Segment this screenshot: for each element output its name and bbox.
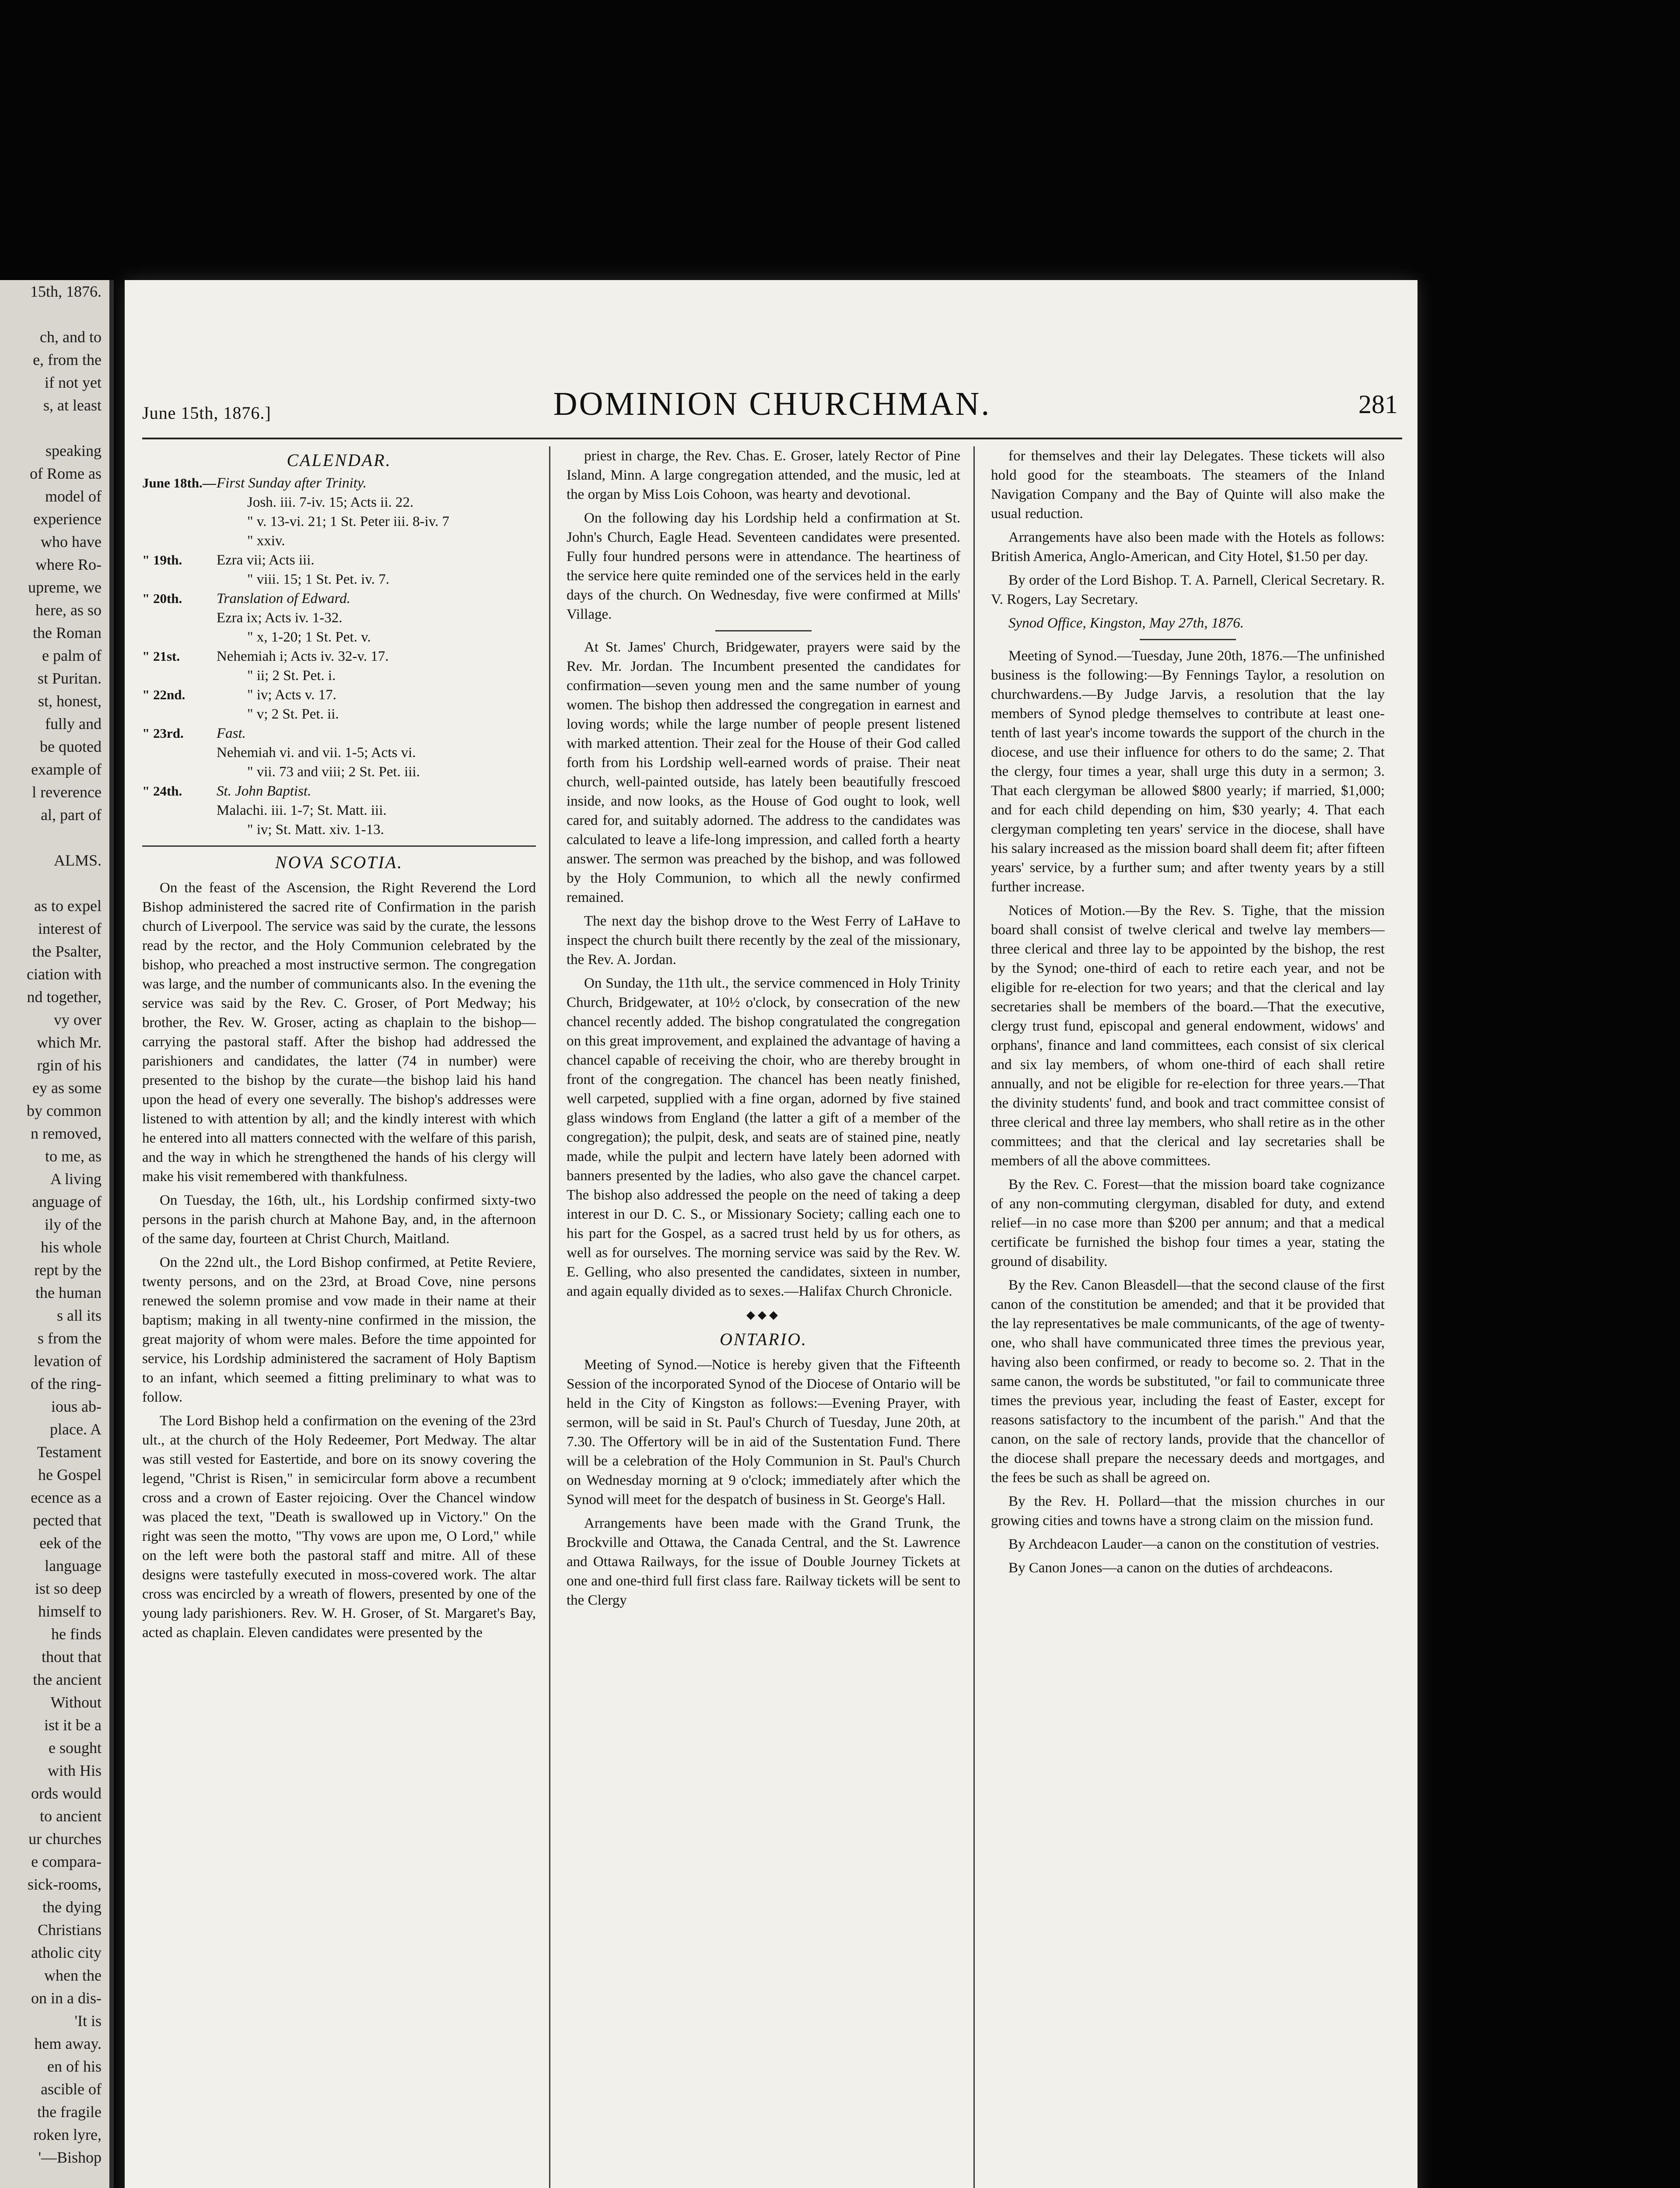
article-paragraph: By the Rev. Canon Bleasdell—that the second clause of the first canon of the constitution be amended; and that it be provided that the lay representatives be male communicants, of the age of twenty-one, who shall have communicated three times the previous year, having also been confirmed, or ready to become so. 2. That in the same canon, the words be substituted, "or fail to communicate three times the previous year, including the feast of Easter, except for reasons satisfactory to the incumbent of the parish." And that the canon, on the sale of rectory lands, provide that the chancellor of the diocese shall prepare the necessary deeds and mortgages, and the fees be such as shall be agreed on. bbox=[991, 1277, 1385, 1486]
left-fragment-line: s, at least bbox=[43, 396, 102, 414]
left-fragment-line: model of bbox=[45, 487, 102, 505]
article-paragraph: On Tuesday, the 16th, ult., his Lordship confirmed sixty-two persons in the parish church at Mahone Bay, and, in the afternoon of the same day, fourteen at Christ Church, Maitland. bbox=[142, 1192, 536, 1247]
synod-business bbox=[991, 646, 1385, 1578]
page-header bbox=[142, 385, 1402, 438]
left-fragment-line: hem away. bbox=[34, 2035, 102, 2052]
calendar-reading: Malachi. iii. 1-7; St. Matt. iii. bbox=[217, 803, 387, 818]
page-title: DOMINION CHURCHMAN. bbox=[553, 386, 991, 422]
left-fragment-line: place. A bbox=[50, 1420, 102, 1438]
left-fragment-line: rept by the bbox=[34, 1261, 102, 1279]
calendar-title: CALENDAR. bbox=[287, 450, 392, 470]
article-paragraph: On the feast of the Ascension, the Right Reverend the Lord Bishop administered the sacred rite of Confirmation in the parish church of Liverpool. The service was said by the curate, the lessons read by the rector, and the Holy Communion celebrated by the bishop, who preached a most instructive sermon. The congregation was large, and the number of communicants also. In the evening the service was said by the Rev. C. Groser, of Port Medway; his brother, the Rev. W. Groser, acting as chaplain to the bishop—carrying the pastoral staff. After the bishop had addressed the parishioners and candidates, the latter (74 in number) were presented to the bishop by the curate—the bishop laid his hand upon the head of every one severally. The bishop's addresses were listened to with attention by all; and the kindly interest with which he entered into all matters connected with the welfare of this parish, and the way in which he strengthened the hands of his clergy will make his visit remembered with thankfulness. bbox=[142, 880, 536, 1185]
article-paragraph: Meeting of Synod.—Tuesday, June 20th, 1876.—The unfinished business is the following:—By Fennings Taylor, a resolution on churchwardens.—By Judge Jarvis, a resolution that the lay members of Synod pledge themselves to contribute at least one-tenth of last year's income towards the support of the church in the diocese, and use their influence for others to do the same; 2. That the clergy, four times a year, shall urge this duty in a sermon; 3. That each clergyman be allowed $800 yearly; if married, $1,000; and for each child depending on him, $30 yearly; 4. That each clergyman completing ten years' service in the diocese, shall have his salary increased as the mission board shall deem fit; after fifteen years' service, by a further sum; and after twenty years by a still further increase. bbox=[991, 648, 1385, 895]
calendar-row bbox=[142, 724, 536, 782]
article-paragraph: On Sunday, the 11th ult., the service commenced in Holy Trinity Church, Bridgewater, at 10½ o'clock, by consecration of the new chancel recently added. The bishop congratulated the congregation on this great improvement, and explained the advantage of having a chancel capable of receiving the choir, who are thereby brought in front of the congregation. The chancel has been neatly finished, well carpeted, supplied with a fine organ, adorned by five stained glass windows from England (the latter a gift of a member of the congregation); the pulpit, desk, and seats are of stained pine, neatly made, while the pulpit and lectern have lately been adorned with banners presented by the ladies, who also gave the chancel carpet. The bishop also addressed the people on the need of taking a deep interest in our D. C. S., or Missionary Society; calling each one to his part for the Gospel, as a sacred trust held by us for others, as well as for ourselves. The morning service was said by the Rev. W. E. Gelling, who also presented the candidates, sixteen in number, and again equally divided as to sexes.—Halifax Church Chronicle. bbox=[567, 975, 960, 1299]
page-number: 281 bbox=[1358, 390, 1398, 419]
left-fragment-line: ily of the bbox=[45, 1216, 102, 1233]
left-fragment-line: he Gospel bbox=[38, 1466, 102, 1483]
calendar-reading: " xxiv. bbox=[247, 533, 285, 549]
article-paragraph: The next day the bishop drove to the West Ferry of LaHave to inspect the church built there recently by the zeal of the missionary, the Rev. A. Jordan. bbox=[567, 913, 960, 968]
section-rule bbox=[715, 630, 812, 631]
article-paragraph: On the following day his Lordship held a confirmation at St. John's Church, Eagle Head. Seventeen candidates were presented. Fully four hundred persons were in attendance. The heartiness of the service here quite reminded one of the services held in the early days of the church. On Wednesday, five were confirmed at Mills' Village. bbox=[567, 510, 960, 622]
article-paragraph: By Canon Jones—a canon on the duties of archdeacons. bbox=[1008, 1560, 1333, 1576]
left-fragment-line: ascible of bbox=[41, 2080, 102, 2098]
left-fragment-line bbox=[0, 417, 109, 439]
left-fragment-line: the dying bbox=[42, 1898, 102, 1916]
calendar-reading: First Sunday after Trinity. bbox=[217, 475, 367, 491]
left-fragment-line: ALMS. bbox=[53, 852, 102, 869]
header-rule bbox=[142, 438, 1402, 439]
left-fragment-line: thout that bbox=[42, 1648, 102, 1666]
left-fragment-line: Christians bbox=[37, 1921, 102, 1939]
calendar-readings bbox=[217, 647, 536, 685]
left-fragment-line: levation of bbox=[34, 1352, 102, 1370]
left-fragment-line: en of his bbox=[47, 2058, 102, 2075]
article-paragraph: Arrangements have also been made with the Hotels as follows: British America, Anglo-American, and City Hotel, $1.50 per day. bbox=[991, 529, 1385, 565]
left-fragment-line: ey as some bbox=[32, 1079, 102, 1097]
article-paragraph: At St. James' Church, Bridgewater, prayers were said by the Rev. Mr. Jordan. The Incumbent presented the candidates for confirmation—seven young men and the same number of young women. The bishop then addressed the congregation in earnest and loving words; while the large number of people present listened with marked attention. Their zeal for the House of their God called forth from his Lordship well-earned words of praise. Their neat church, well-painted outside, has lately been beautifully frescoed inside, and now looks, as the House of God ought to look, well cared for, and suitably adorned. The address to the candidates was calculated to leave a life-long impression, and called forth a hearty answer. The sermon was preached by the bishop, and was followed by the Holy Communion, to which all the newly confirmed remained. bbox=[567, 639, 960, 905]
left-fragment-line: rgin of his bbox=[37, 1056, 102, 1074]
left-fragment-line: e compara- bbox=[31, 1853, 102, 1870]
section-title-nova-scotia: NOVA SCOTIA. bbox=[275, 852, 403, 872]
section-title-ontario: ONTARIO. bbox=[720, 1329, 807, 1349]
left-fragment-line: eek of the bbox=[39, 1534, 102, 1552]
left-fragment-line: l reverence bbox=[32, 783, 102, 801]
calendar-reading: " iv; Acts v. 17. bbox=[247, 687, 336, 703]
left-fragment-line: the human bbox=[35, 1284, 102, 1301]
calendar-reading: Fast. bbox=[217, 726, 246, 741]
left-fragment-line: pected that bbox=[33, 1511, 102, 1529]
left-fragment-line: the Psalter, bbox=[32, 943, 102, 960]
page-date: June 15th, 1876.] bbox=[142, 403, 271, 423]
left-fragment-line: ciation with bbox=[27, 965, 102, 983]
ornament-divider: ◆◆◆ bbox=[746, 1308, 780, 1321]
left-fragment-line: who have bbox=[41, 533, 102, 551]
left-fragment-line bbox=[0, 303, 109, 326]
left-fragment-line: ecence as a bbox=[31, 1489, 102, 1506]
calendar-row bbox=[142, 551, 536, 589]
article-paragraph: for themselves and their lay Delegates. These tickets will also hold good for the steamboats. The steamers of the Inland Navigation Company and the Bay of Quinte will also make the usual reduction. bbox=[991, 448, 1385, 522]
calendar-readings bbox=[217, 473, 536, 551]
left-fragment-line: s all its bbox=[56, 1307, 102, 1324]
synod-notice bbox=[991, 446, 1385, 609]
column-1 bbox=[142, 446, 536, 2188]
left-fragment-line: himself to bbox=[38, 1602, 102, 1620]
left-fragment-line: fully and bbox=[45, 715, 102, 733]
left-fragment-line: where Ro- bbox=[35, 556, 102, 573]
left-fragment-line: A living bbox=[50, 1170, 102, 1188]
calendar-row bbox=[142, 782, 536, 839]
left-fragment-line: n removed, bbox=[31, 1125, 102, 1142]
left-fragment-line: by common bbox=[27, 1102, 102, 1119]
calendar-list bbox=[142, 473, 536, 839]
left-fragment-line: to me, as bbox=[45, 1147, 102, 1165]
calendar-reading: Nehemiah i; Acts iv. 32-v. 17. bbox=[217, 649, 389, 664]
left-fragment-line: ords would bbox=[31, 1785, 102, 1802]
calendar-readings bbox=[217, 685, 536, 724]
calendar-reading: " v; 2 St. Pet. ii. bbox=[247, 706, 339, 722]
left-fragment-line: Testament bbox=[37, 1443, 102, 1461]
left-fragment-line: language bbox=[45, 1557, 102, 1574]
left-fragment-line: on in a dis- bbox=[31, 1989, 102, 2007]
article-paragraph: Arrangements have been made with the Grand Trunk, the Brockville and Ottawa, the Canada Central, and the St. Lawrence and Ottawa Railways, for the issue of Double Journey Tickets at one and one-third full first class fare. Railway tickets will be sent to the Clergy bbox=[567, 1515, 960, 1608]
column-3 bbox=[991, 446, 1385, 2188]
left-fragment-line: ist so deep bbox=[35, 1580, 102, 1597]
left-fragment-line: vy over bbox=[54, 1011, 102, 1028]
nova-scotia-article bbox=[142, 878, 536, 1642]
newspaper-page bbox=[125, 280, 1418, 2188]
calendar-date: " 23rd. bbox=[142, 726, 184, 741]
calendar-reading: " x, 1-20; 1 St. Pet. v. bbox=[247, 629, 371, 645]
left-fragment-line: with His bbox=[47, 1762, 102, 1779]
article-paragraph: On the 22nd ult., the Lord Bishop confirmed, at Petite Reviere, twenty persons, and on the 23rd, at Broad Cove, nine persons renewed the solemn promise and vow made in their name at their baptism; making in all twenty-nine confirmed in the mission, the great majority of whom were males. Before the time appointed for service, his Lordship administered the sacrament of Holy Baptism to an infant, which seemed a fitting preliminary to what was to follow. bbox=[142, 1255, 536, 1405]
left-fragment-line: upreme, we bbox=[28, 579, 102, 596]
calendar-readings bbox=[217, 551, 536, 589]
article-paragraph: The Lord Bishop held a confirmation on the evening of the 23rd ult., at the church of the Holy Redeemer, Port Medway. The altar was still vested for Eastertide, and bore on its snowy covering the legend, "Christ is Risen," in semicircular form above a recumbent cross and a crown of Easter rejoicing. Over the Chancel window was placed the text, "Death is swallowed up in Victory." On the right was seen the motto, "Thy vows are upon me, O Lord," while on the left were both the pastoral staff and mitre. All of these designs were tastefully executed in moss-covered work. The altar cross was encircled by a wreath of flowers, presented by one of the young lady parishioners. Rev. W. H. Groser, of St. Margaret's Bay, acted as chaplain. Eleven candidates were presented by the bbox=[142, 1413, 536, 1641]
calendar-date: June 18th.— bbox=[142, 475, 216, 491]
left-fragment-line: be quoted bbox=[40, 738, 102, 755]
left-fragment-line: to ancient bbox=[40, 1807, 102, 1825]
synod-signature: Synod Office, Kingston, May 27th, 1876. bbox=[1008, 615, 1244, 631]
left-fragment-line: of the ring- bbox=[31, 1375, 102, 1392]
left-fragment-line: interest of bbox=[38, 920, 102, 937]
left-fragment-line: the ancient bbox=[33, 1671, 102, 1688]
calendar-date: " 20th. bbox=[142, 591, 182, 606]
calendar-date: " 21st. bbox=[142, 649, 180, 664]
calendar-date: " 19th. bbox=[142, 552, 182, 568]
left-fragment-line: if not yet bbox=[45, 374, 102, 391]
left-fragment-line: 'It is bbox=[74, 2012, 102, 2030]
calendar-date: " 24th. bbox=[142, 783, 182, 799]
ontario-article bbox=[567, 1355, 960, 1610]
left-fragment-line: Without bbox=[50, 1694, 102, 1711]
left-page-fragment bbox=[0, 280, 114, 2188]
section-rule bbox=[142, 845, 536, 847]
calendar-reading: " vii. 73 and viii; 2 St. Pet. iii. bbox=[247, 764, 420, 780]
calendar-reading: St. John Baptist. bbox=[217, 783, 312, 799]
left-fragment-line: ur churches bbox=[28, 1830, 102, 1848]
left-fragment-line: example of bbox=[31, 761, 102, 778]
left-fragment-line: he finds bbox=[51, 1625, 102, 1643]
calendar-reading: " ii; 2 St. Pet. i. bbox=[247, 668, 336, 684]
calendar-row bbox=[142, 473, 536, 551]
left-fragment-line bbox=[0, 826, 109, 849]
calendar-readings bbox=[217, 589, 536, 647]
article-paragraph: By the Rev. C. Forest—that the mission board take cognizance of any non-commuting clergyman, disabled for duty, and extend relief—in no case more than $200 per annum; and that a medical certificate be furnished the bishop four times a year, stating the ground of disability. bbox=[991, 1177, 1385, 1269]
left-fragment-line: e palm of bbox=[42, 647, 102, 664]
calendar-reading: Ezra ix; Acts iv. 1-32. bbox=[217, 610, 343, 626]
calendar-reading: Ezra vii; Acts iii. bbox=[217, 552, 315, 568]
left-fragment-line: 15th, 1876. bbox=[30, 283, 102, 300]
left-fragment-line bbox=[0, 872, 109, 894]
left-fragment-line: experience bbox=[33, 510, 102, 528]
left-fragment-line: speaking bbox=[46, 442, 102, 459]
calendar-row bbox=[142, 685, 536, 724]
left-fragment-line: ch, and to bbox=[40, 328, 102, 346]
left-fragment-line: roken lyre, bbox=[33, 2126, 102, 2143]
bridgewater-article bbox=[567, 638, 960, 1301]
article-paragraph: priest in charge, the Rev. Chas. E. Groser, lately Rector of Pine Island, Minn. A large congregation attended, and the music, led at the organ by Miss Lois Cohoon, was hearty and devotional. bbox=[567, 448, 960, 502]
left-fragment-line: as to expel bbox=[34, 897, 102, 915]
calendar-reading: Nehemiah vi. and vii. 1-5; Acts vi. bbox=[217, 745, 416, 761]
section-rule bbox=[1140, 639, 1236, 640]
calendar-reading: " v. 13-vi. 21; 1 St. Peter iii. 8-iv. 7 bbox=[247, 514, 449, 529]
left-fragment-line bbox=[0, 2169, 109, 2188]
column-divider bbox=[549, 446, 550, 2188]
left-fragment-line: ist it be a bbox=[44, 1716, 102, 1734]
calendar-readings bbox=[217, 782, 536, 839]
left-fragment-line: ious ab- bbox=[51, 1398, 102, 1415]
left-fragment-line: anguage of bbox=[32, 1193, 102, 1210]
calendar-readings bbox=[217, 724, 536, 782]
calendar-row bbox=[142, 647, 536, 685]
article-paragraph: By order of the Lord Bishop. T. A. Parnell, Clerical Secretary. R. V. Rogers, Lay Secretary. bbox=[991, 572, 1385, 607]
article-paragraph: By the Rev. H. Pollard—that the mission churches in our growing cities and towns have a strong claim on the mission fund. bbox=[991, 1494, 1385, 1529]
left-fragment-line: the Roman bbox=[33, 624, 102, 642]
left-fragment-line: here, as so bbox=[35, 601, 102, 619]
left-fragment-line: sick-rooms, bbox=[28, 1876, 102, 1893]
left-fragment-line: s from the bbox=[38, 1329, 102, 1347]
left-fragment-line: the fragile bbox=[37, 2103, 102, 2121]
column-2 bbox=[567, 446, 960, 2188]
left-fragment-line: his whole bbox=[41, 1238, 102, 1256]
left-fragment-line: of Rome as bbox=[30, 465, 102, 482]
article-paragraph: Meeting of Synod.—Notice is hereby given that the Fifteenth Session of the incorporated Synod of the Diocese of Ontario will be held in the City of Kingston as follows:—Evening Prayer, with sermon, will be said in St. Paul's Church of Tuesday, June 20th, at 7.30. The Offertory will be in aid of the Sustentation Fund. There will be a celebration of the Holy Communion in St. Paul's Church on Wednesday morning at 9 o'clock; immediately after which the Synod will meet for the despatch of business in St. George's Hall. bbox=[567, 1357, 960, 1508]
left-fragment-line: atholic city bbox=[31, 1944, 102, 1961]
article-continuation bbox=[567, 446, 960, 624]
left-fragment-line: e, from the bbox=[33, 351, 102, 368]
left-fragment-line: nd together, bbox=[27, 988, 102, 1006]
calendar-reading: " iv; St. Matt. xiv. 1-13. bbox=[247, 822, 384, 838]
calendar-reading: Translation of Edward. bbox=[217, 591, 350, 607]
article-paragraph: Notices of Motion.—By the Rev. S. Tighe, that the mission board shall consist of twelve clerical and twelve lay members—three clerical and three lay to be appointed by the bishop, the rest by the Synod; one-third of each to retire each year, and not be eligible for re-election for two years; and that the clerical and lay secretaries shall be members of the board.—That the executive, clergy trust fund, episcopal and general endowment, widows' and orphans', finance and land committees, each consist of six clerical and six lay members, of whom one-third of each shall retire annually, and not be eligible for re-election for three years.—That the divinity students' fund, and book and tract committee consist of three clerical and three lay members, who shall retire as in the other committees; and that the clerical and lay secretaries shall be members of all the above committees. bbox=[991, 903, 1385, 1169]
left-fragment-line: '—Bishop bbox=[38, 2149, 102, 2166]
left-fragment-line: when the bbox=[44, 1967, 102, 1984]
calendar-reading: Josh. iii. 7-iv. 15; Acts ii. 22. bbox=[247, 494, 414, 510]
left-fragment-line: st, honest, bbox=[38, 692, 102, 710]
calendar-date: " 22nd. bbox=[142, 687, 186, 702]
left-fragment-line: e sought bbox=[49, 1739, 102, 1757]
left-fragment-line: al, part of bbox=[41, 806, 102, 824]
calendar-row bbox=[142, 589, 536, 647]
left-fragment-line: st Puritan. bbox=[37, 670, 102, 687]
left-fragment-line: which Mr. bbox=[37, 1034, 102, 1051]
calendar-reading: " viii. 15; 1 St. Pet. iv. 7. bbox=[247, 572, 389, 587]
article-paragraph: By Archdeacon Lauder—a canon on the constitution of vestries. bbox=[1008, 1536, 1379, 1552]
column-divider bbox=[973, 446, 975, 2188]
